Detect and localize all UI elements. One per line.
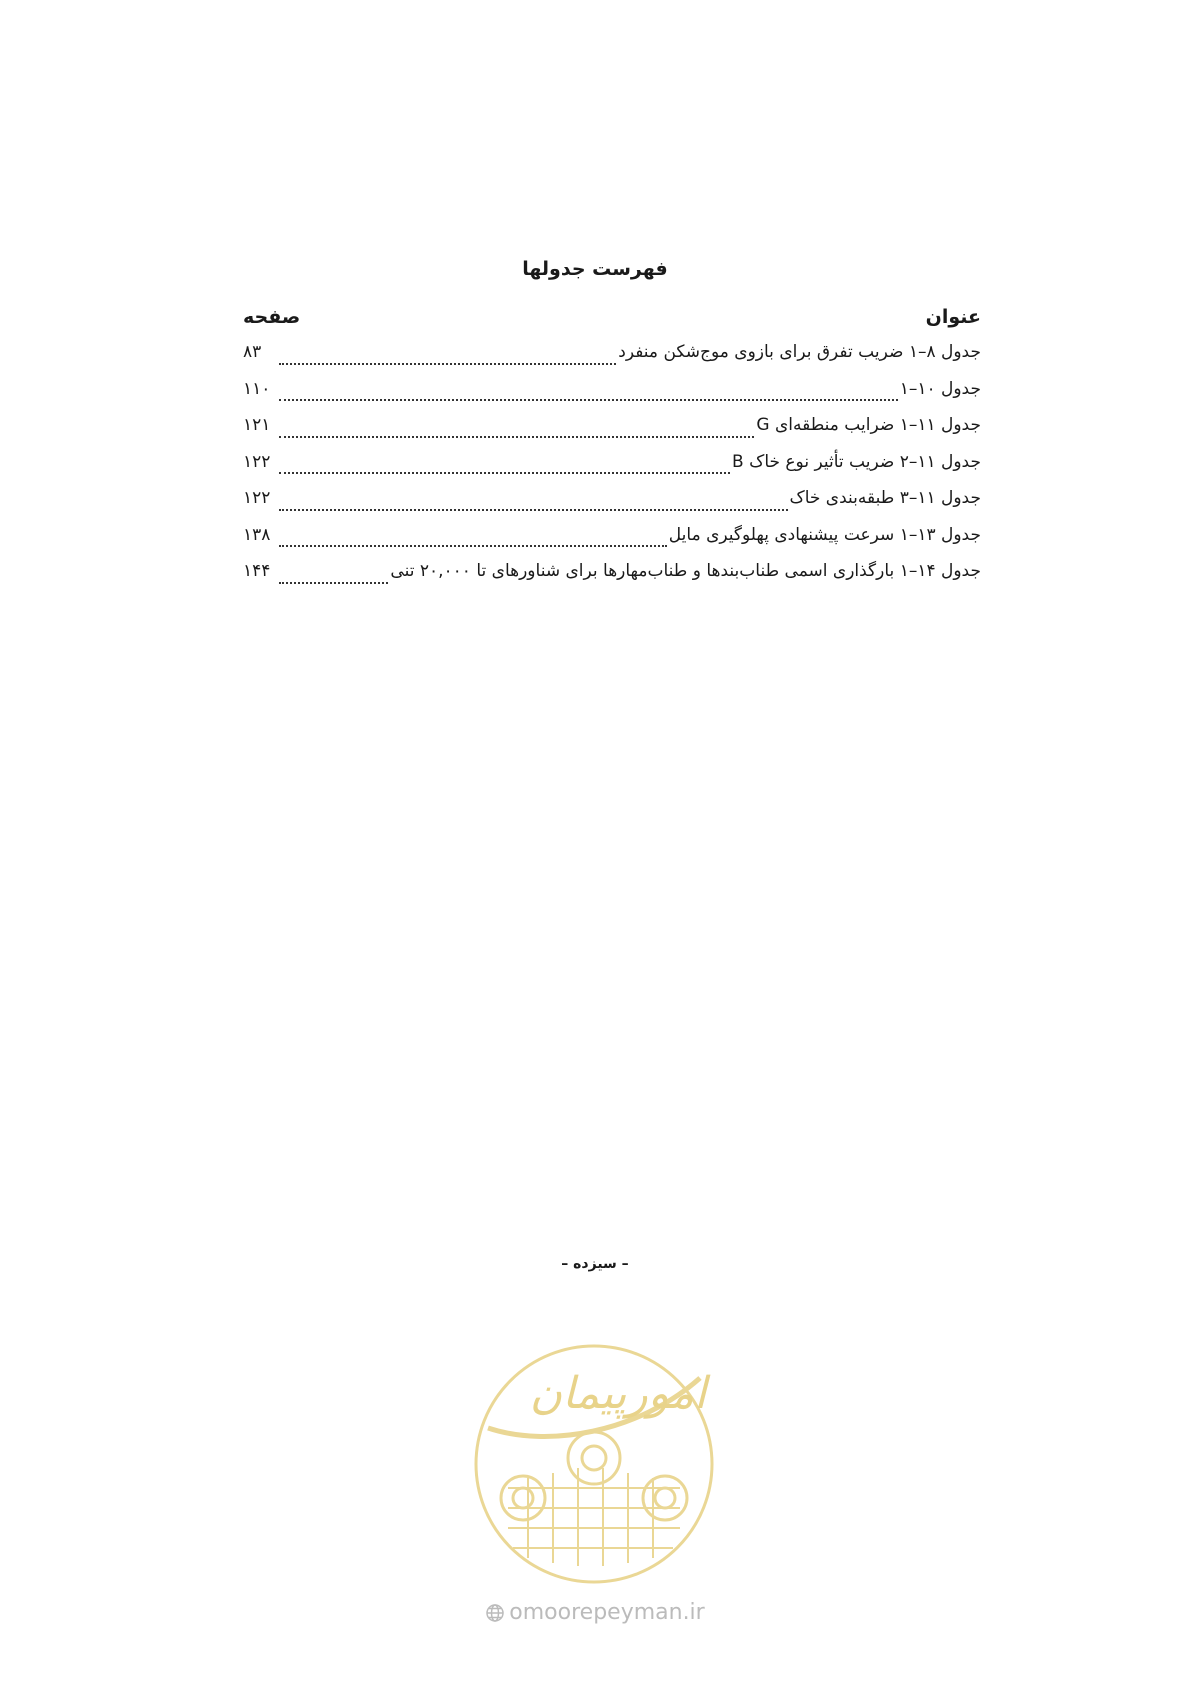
toc-row [243,334,981,371]
toc-header-title: عنوان [925,306,981,328]
toc-row-page: ۱۲۲ [243,488,271,508]
toc-row-title: جدول ۱۴–۱ بارگذاری اسمی طناب‌بندها و طناب‌مهارها برای شناورهای تا ۲۰,۰۰۰ تنی [390,561,981,581]
dot-leader [279,363,616,365]
page-number-footer: – سیزده – [561,1256,629,1272]
dot-leader [279,582,388,584]
toc-row [243,517,981,554]
toc-row-title: جدول ۱۱–۳ طبقه‌بندی خاک [789,488,981,508]
watermark-logo-text: امورپیمان [529,1368,707,1419]
toc-row-page: ۱۴۴ [243,561,271,581]
page-title: فهرست جدولها [522,258,668,280]
toc-row-page: ۸۳ [243,342,262,362]
toc-row-title: جدول ۱۱–۱ ضرایب منطقه‌ای G [756,415,981,435]
toc-row-page: ۱۱۰ [243,378,271,399]
toc-row-title: جدول ۱۳–۱ سرعت پیشنهادی پهلوگیری مایل [668,524,981,545]
toc-row-title: جدول ۱۱–۲ ضریب تأثیر نوع خاک B [732,451,981,472]
dot-leader [279,545,667,547]
table-of-tables [243,300,981,590]
dot-leader [279,472,730,474]
globe-icon [485,1603,505,1623]
dot-leader [279,509,788,511]
toc-header-page: صفحه [243,306,301,328]
toc-row [243,444,981,481]
watermark-url-text: omoorepeyman.ir [509,1600,705,1625]
toc-row-page: ۱۲۱ [243,415,271,435]
toc-row-page: ۱۲۲ [243,451,271,472]
toc-row [243,553,981,590]
toc-row [243,407,981,444]
toc-row-title: جدول ۸–۱ ضریب تفرق برای بازوی موج‌شکن منفرد [618,342,981,362]
toc-row-title: جدول ۱۰–۱ [899,378,981,399]
toc-row-page: ۱۳۸ [243,524,271,545]
toc-row [243,480,981,517]
watermark-url [0,1600,1190,1625]
toc-header [243,300,981,334]
watermark-logo [468,1338,720,1590]
dot-leader [279,399,898,401]
dot-leader [279,436,754,438]
toc-row [243,371,981,408]
